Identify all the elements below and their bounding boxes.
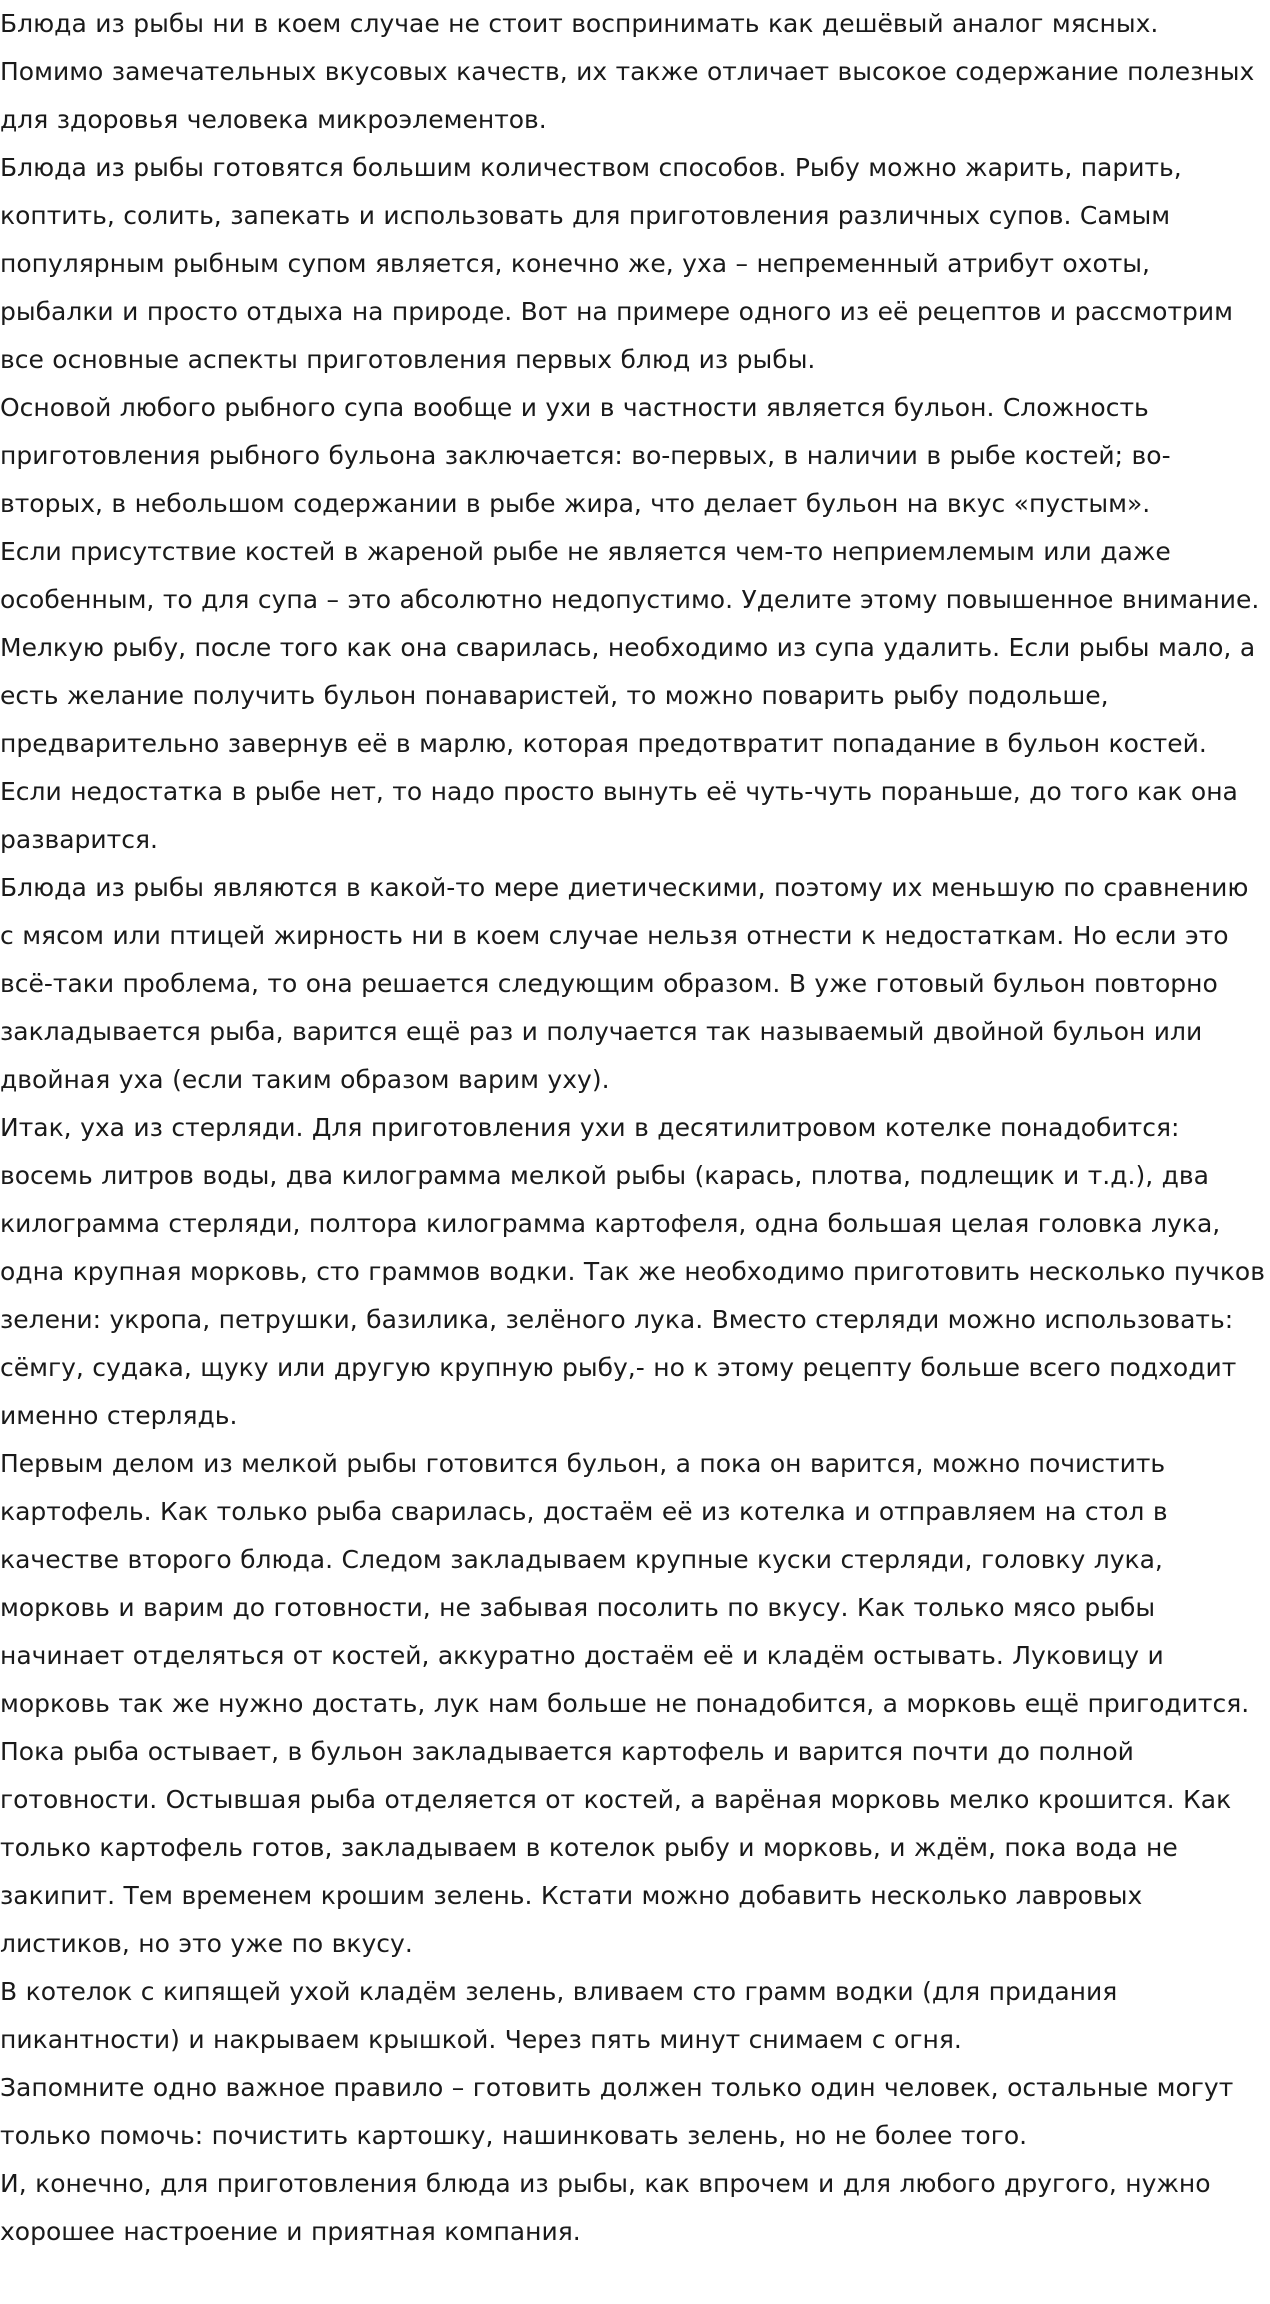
paragraph-potatoes: Пока рыба остывает, в бульон закладывается картофель и варится почти до полной готовности. Остывшая рыба отделяется от костей, а варёная морковь мелко крошится. Как только картофель готов, закладываем в котелок рыбу и морковь, и ждём, пока вода не закипит. Тем временем крошим зелень. Кстати можно добавить несколько лавровых листиков, но это уже по вкусу. <box>0 1737 1232 1958</box>
paragraph-broth-basics: Основой любого рыбного супа вообще и ухи в частности является бульон. Сложность приготовления рыбного бульона заключается: во-первых, в наличии в рыбе костей; во-вторых, в небольшом содержании в рыбе жира, что делает бульон на вкус «пустым». <box>0 393 1171 518</box>
paragraph-intro: Блюда из рыбы ни в коем случае не стоит воспринимать как дешёвый аналог мясных. Помимо замечательных вкусовых качеств, их также отличает высокое содержание полезных для здоровья человека микроэлементов. <box>0 9 1255 134</box>
paragraph-finishing: В котелок с кипящей ухой кладём зелень, вливаем сто грамм водки (для придания пикантности) и накрываем крышкой. Через пять минут снимаем с огня. <box>0 1977 1118 2054</box>
paragraph-bones: Если присутствие костей в жареной рыбе не является чем-то неприемлемым или даже особенным, то для супа – это абсолютно недопустимо. Уделите этому повышенное внимание. Мелкую рыбу, после того как она сварилась, необходимо из супа удалить. Если рыбы мало, а есть желание получить бульон понаваристей, то можно поварить рыбу подольше, предварительно завернув её в марлю, которая предотвратит попадание в бульон костей. Если недостатка в рыбе нет, то надо просто вынуть её чуть-чуть пораньше, до того как она разварится. <box>0 537 1260 854</box>
paragraph-ingredients: Итак, уха из стерляди. Для приготовления ухи в десятилитровом котелке понадобится: восемь литров воды, два килограмма мелкой рыбы (карась, плотва, подлещик и т.д.), два килограмма стерляди, полтора килограмма картофеля, одна большая целая головка лука, одна крупная морковь, сто граммов водки. Так же необходимо приготовить несколько пучков зелени: укропа, петрушки, базилика, зелёного лука. Вместо стерляди можно использовать: сёмгу, судака, щуку или другую крупную рыбу,- но к этому рецепту больше всего подходит именно стерлядь. <box>0 1113 1265 1430</box>
paragraph-cooking-methods: Блюда из рыбы готовятся большим количеством способов. Рыбу можно жарить, парить, коптить, солить, запекать и использовать для приготовления различных супов. Самым популярным рыбным супом является, конечно же, уха – непременный атрибут охоты, рыбалки и просто отдыха на природе. Вот на примере одного из её рецептов и рассмотрим все основные аспекты приготовления первых блюд из рыбы. <box>0 153 1233 374</box>
paragraph-closing: И, конечно, для приготовления блюда из рыбы, как впрочем и для любого другого, нужно хорошее настроение и приятная компания. <box>0 2169 1211 2246</box>
paragraph-first-steps: Первым делом из мелкой рыбы готовится бульон, а пока он варится, можно почистить картофель. Как только рыба сварилась, достаём её из котелка и отправляем на стол в качестве второго блюда. Следом закладываем крупные куски стерляди, головку лука, морковь и варим до готовности, не забывая посолить по вкусу. Как только мясо рыбы начинает отделяться от костей, аккуратно достаём её и кладём остывать. Луковицу и морковь так же нужно достать, лук нам больше не понадобится, а морковь ещё пригодится. <box>0 1449 1250 1718</box>
paragraph-double-broth: Блюда из рыбы являются в какой-то мере диетическими, поэтому их меньшую по сравнению с мясом или птицей жирность ни в коем случае нельзя отнести к недостаткам. Но если это всё-таки проблема, то она решается следующим образом. В уже готовый бульон повторно закладывается рыба, варится ещё раз и получается так называемый двойной бульон или двойная уха (если таким образом варим уху). <box>0 873 1249 1094</box>
paragraph-rule: Запомните одно важное правило – готовить должен только один человек, остальные могут только помочь: почистить картошку, нашинковать зелень, но не более того. <box>0 2073 1234 2150</box>
